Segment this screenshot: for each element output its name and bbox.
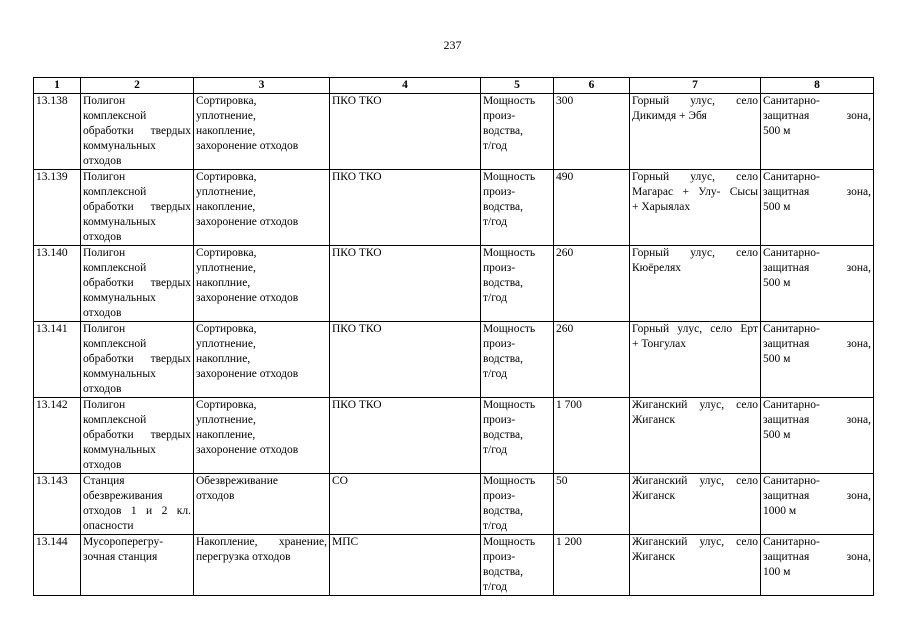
cell-line: Санитарно- — [763, 95, 820, 107]
cell-line: Мощность — [483, 475, 536, 487]
cell-zone — [761, 398, 874, 474]
cell-line: произ- — [483, 186, 516, 198]
cell-line: обработки твердых — [83, 125, 191, 137]
cell-number: 13.141 — [34, 322, 81, 398]
cell-line: отходов — [83, 459, 122, 471]
cell-line: произ- — [483, 551, 516, 563]
cell-line: водства, — [483, 125, 524, 137]
cell-line: обработки твердых — [83, 201, 191, 213]
cell-line: отходов — [83, 231, 122, 243]
cell-line: защитная зона, — [763, 186, 871, 198]
cell-location — [630, 246, 761, 322]
cell-zone — [761, 94, 874, 170]
cell-line: обработки твердых — [83, 353, 191, 365]
cell-line: отходов 1 и 2 кл. — [83, 505, 191, 517]
cell-line: Мощность — [483, 399, 536, 411]
page-number: 237 — [443, 38, 462, 52]
cell-line: 500 м — [763, 277, 791, 289]
cell-line: Санитарно- — [763, 399, 820, 411]
cell-line: обработки твердых — [83, 429, 191, 441]
cell-line: Жиганский улус, село — [632, 475, 758, 487]
cell-line: Жиганский улус, село — [632, 536, 758, 548]
cell-line: Жиганск — [632, 490, 676, 502]
cell-line: произ- — [483, 110, 516, 122]
cell-value: 490 — [554, 170, 630, 246]
cell-line: + Тонгулах — [632, 338, 686, 350]
cell-parameter — [481, 94, 554, 170]
cell-line: уплотнение, — [196, 110, 256, 122]
cell-operations — [194, 246, 330, 322]
cell-object-name — [81, 474, 194, 535]
cell-line: произ- — [483, 338, 516, 350]
table-row — [34, 535, 874, 596]
column-header: 5 — [481, 78, 554, 94]
cell-line: отходов — [83, 155, 122, 167]
cell-line: отходов — [83, 383, 122, 395]
cell-location — [630, 535, 761, 596]
cell-line: защитная зона, — [763, 551, 871, 563]
cell-line: т/год — [483, 581, 507, 593]
cell-zone — [761, 322, 874, 398]
cell-line: 500 м — [763, 353, 791, 365]
cell-line: Полигон — [83, 399, 126, 411]
cell-line: комплексной — [83, 338, 147, 350]
cell-line: Станция — [83, 475, 125, 487]
cell-operations — [194, 474, 330, 535]
cell-line: Обезвреживание — [196, 475, 278, 487]
table-row — [34, 322, 874, 398]
cell-object-name — [81, 94, 194, 170]
cell-line: водства, — [483, 353, 524, 365]
cell-line: отходов — [83, 307, 122, 319]
cell-line: произ- — [483, 262, 516, 274]
column-header: 3 — [194, 78, 330, 94]
cell-object-type: ПКО ТКО — [330, 94, 481, 170]
cell-line: уплотнение, — [196, 186, 256, 198]
cell-line: коммунальных — [83, 292, 156, 304]
cell-line: водства, — [483, 429, 524, 441]
cell-line: уплотнение, — [196, 338, 256, 350]
cell-object-type: ПКО ТКО — [330, 322, 481, 398]
cell-line: Сортировка, — [196, 323, 257, 335]
cell-operations — [194, 170, 330, 246]
header-row — [34, 78, 874, 94]
cell-line: 500 м — [763, 201, 791, 213]
cell-line: 500 м — [763, 429, 791, 441]
cell-line: коммунальных — [83, 444, 156, 456]
cell-line: Санитарно- — [763, 171, 820, 183]
cell-line: комплексной — [83, 186, 147, 198]
cell-line: захоронение отходов — [196, 140, 299, 152]
cell-line: коммунальных — [83, 216, 156, 228]
cell-line: обезвреживания — [83, 490, 163, 502]
column-header: 4 — [330, 78, 481, 94]
cell-zone — [761, 474, 874, 535]
cell-line: Мощность — [483, 247, 536, 259]
cell-zone — [761, 535, 874, 596]
cell-line: накопление, — [196, 429, 256, 441]
cell-parameter — [481, 474, 554, 535]
cell-line: Полигон — [83, 323, 126, 335]
cell-line: 100 м — [763, 566, 791, 578]
cell-line: защитная зона, — [763, 490, 871, 502]
cell-line: 1000 м — [763, 505, 797, 517]
cell-line: Полигон — [83, 247, 126, 259]
cell-line: произ- — [483, 490, 516, 502]
cell-line: коммунальных — [83, 140, 156, 152]
cell-value: 1 200 — [554, 535, 630, 596]
table-row — [34, 398, 874, 474]
cell-line: Жиганский улус, село — [632, 399, 758, 411]
cell-line: комплексной — [83, 110, 147, 122]
cell-line: Жиганск — [632, 414, 676, 426]
table-row — [34, 170, 874, 246]
cell-object-name — [81, 170, 194, 246]
cell-number: 13.138 — [34, 94, 81, 170]
cell-line: Кюёрелях — [632, 262, 681, 274]
cell-location — [630, 398, 761, 474]
cell-number: 13.144 — [34, 535, 81, 596]
cell-parameter — [481, 398, 554, 474]
cell-line: Санитарно- — [763, 247, 820, 259]
cell-line: т/год — [483, 216, 507, 228]
cell-line: опасности — [83, 520, 134, 532]
cell-line: 500 м — [763, 125, 791, 137]
cell-number: 13.142 — [34, 398, 81, 474]
cell-line: Горный улус, село — [632, 95, 758, 107]
cell-line: произ- — [483, 414, 516, 426]
cell-zone — [761, 246, 874, 322]
cell-line: уплотнение, — [196, 262, 256, 274]
cell-parameter — [481, 535, 554, 596]
column-header: 7 — [630, 78, 761, 94]
column-header: 2 — [81, 78, 194, 94]
cell-line: Сортировка, — [196, 171, 257, 183]
cell-number: 13.143 — [34, 474, 81, 535]
column-header: 8 — [761, 78, 874, 94]
cell-line: т/год — [483, 444, 507, 456]
column-header: 1 — [34, 78, 81, 94]
cell-object-type: ПКО ТКО — [330, 246, 481, 322]
cell-line: обработки твердых — [83, 277, 191, 289]
cell-line: Накопление, хранение, — [196, 536, 327, 548]
cell-line: накопление, — [196, 201, 256, 213]
cell-value: 1 700 — [554, 398, 630, 474]
cell-object-type: МПС — [330, 535, 481, 596]
cell-line: Сортировка, — [196, 95, 257, 107]
cell-line: Горный улус, село — [632, 171, 758, 183]
cell-location — [630, 322, 761, 398]
table-row — [34, 474, 874, 535]
cell-line: Мусороперегру- — [83, 536, 164, 548]
cell-line: т/год — [483, 292, 507, 304]
cell-object-type: ПКО ТКО — [330, 170, 481, 246]
cell-line: захоронение отходов — [196, 444, 299, 456]
cell-object-type: ПКО ТКО — [330, 398, 481, 474]
cell-value: 300 — [554, 94, 630, 170]
cell-line: захоронение отходов — [196, 216, 299, 228]
cell-line: Санитарно- — [763, 323, 820, 335]
cell-object-type: СО — [330, 474, 481, 535]
cell-line: Санитарно- — [763, 536, 820, 548]
cell-object-name — [81, 322, 194, 398]
cell-line: накопление, — [196, 125, 256, 137]
cell-line: уплотнение, — [196, 414, 256, 426]
cell-line: Сортировка, — [196, 399, 257, 411]
cell-operations — [194, 398, 330, 474]
cell-number: 13.139 — [34, 170, 81, 246]
cell-operations — [194, 322, 330, 398]
cell-number: 13.140 — [34, 246, 81, 322]
cell-line: т/год — [483, 368, 507, 380]
cell-operations — [194, 535, 330, 596]
cell-line: накоплние, — [196, 353, 251, 365]
cell-value: 260 — [554, 322, 630, 398]
cell-line: Полигон — [83, 171, 126, 183]
cell-location — [630, 474, 761, 535]
cell-line: защитная зона, — [763, 110, 871, 122]
cell-line: водства, — [483, 566, 524, 578]
cell-line: комплексной — [83, 262, 147, 274]
cell-line: водства, — [483, 201, 524, 213]
cell-line: Дикимдя + Эбя — [632, 110, 707, 122]
cell-line: защитная зона, — [763, 338, 871, 350]
cell-location — [630, 94, 761, 170]
cell-line: водства, — [483, 505, 524, 517]
cell-line: отходов — [196, 490, 235, 502]
cell-object-name — [81, 246, 194, 322]
cell-line: водства, — [483, 277, 524, 289]
cell-line: захоронение отходов — [196, 292, 299, 304]
cell-line: Санитарно- — [763, 475, 820, 487]
cell-line: Мощность — [483, 95, 536, 107]
cell-line: Мощность — [483, 536, 536, 548]
cell-value: 50 — [554, 474, 630, 535]
cell-line: перегрузка отходов — [196, 551, 291, 563]
cell-line: Полигон — [83, 95, 126, 107]
cell-line: зочная станция — [83, 551, 158, 563]
cell-value: 260 — [554, 246, 630, 322]
table-row — [34, 94, 874, 170]
cell-line: защитная зона, — [763, 414, 871, 426]
cell-object-name — [81, 535, 194, 596]
objects-table — [33, 77, 874, 596]
cell-line: Жиганск — [632, 551, 676, 563]
cell-line: коммунальных — [83, 368, 156, 380]
column-header: 6 — [554, 78, 630, 94]
cell-line: т/год — [483, 520, 507, 532]
table-body — [34, 94, 874, 596]
cell-line: захоронение отходов — [196, 368, 299, 380]
cell-line: т/год — [483, 140, 507, 152]
cell-line: Сортировка, — [196, 247, 257, 259]
cell-line: + Харыялах — [632, 201, 691, 213]
cell-object-name — [81, 398, 194, 474]
cell-line: Горный улус, село — [632, 247, 758, 259]
cell-line: Мощность — [483, 171, 536, 183]
cell-operations — [194, 94, 330, 170]
cell-location — [630, 170, 761, 246]
cell-parameter — [481, 246, 554, 322]
cell-line: накоплние, — [196, 277, 251, 289]
cell-parameter — [481, 170, 554, 246]
cell-line: Магарас + Улу- Сысы — [632, 186, 758, 198]
cell-line: комплексной — [83, 414, 147, 426]
cell-line: Мощность — [483, 323, 536, 335]
cell-zone — [761, 170, 874, 246]
cell-line: Горный улус, село Ерт — [632, 323, 758, 335]
table-row — [34, 246, 874, 322]
cell-line: защитная зона, — [763, 262, 871, 274]
cell-parameter — [481, 322, 554, 398]
